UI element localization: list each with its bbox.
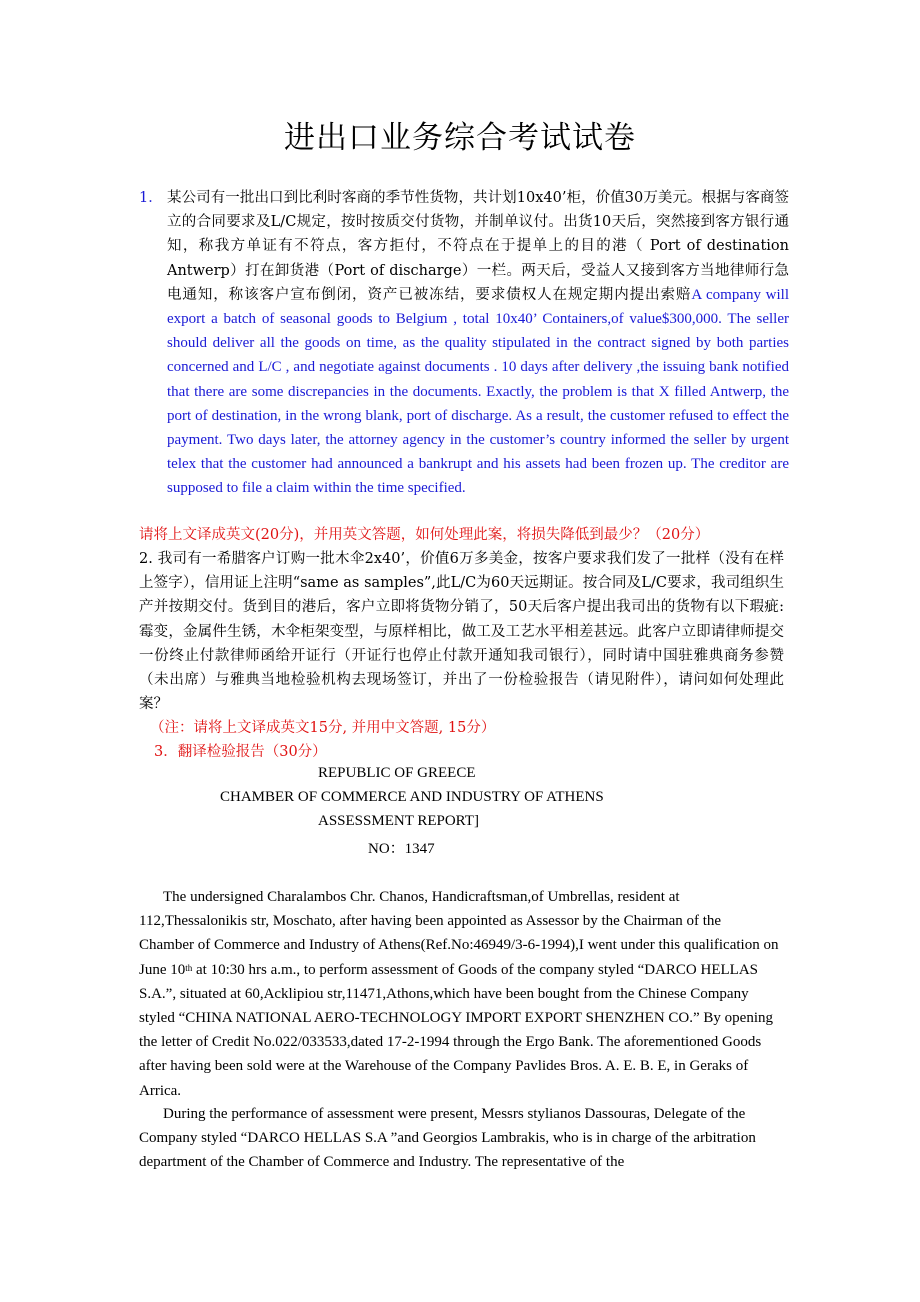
report-paragraph-1 [139, 885, 779, 1103]
question-3-heading: 3．翻译检验报告（30分） [154, 744, 327, 760]
question-1-text-en: A company will export a batch of seasonal goods to Belgium , total 10x40’ Containers,of value$300,000. The seller should deliver all the goods on time, as the quality stipulated in the contract signed by both parties concerned and L/C , and negotiate against documents . 10 days after delivery ,the issuing bank notified that there are some discrepancies in the documents. Exactly, the problem is that X filled Antwerp, the port of destination, in the wrong blank, port of discharge. As a result, the customer refused to effect the payment. Two days later, the attorney agency in the customer’s country informed the seller by urgent telex that the customer had announced a bankrupt and his assets had been frozen up. The creditor are supposed to file a claim within the time specified. [167, 286, 789, 497]
page-title: 进出口业务综合考试试卷 [284, 120, 636, 156]
report-chamber: CHAMBER OF COMMERCE AND INDUSTRY OF ATHENS [220, 789, 604, 805]
question-1-text-cn: 某公司有一批出口到比利时客商的季节性货物，共计划10x40’柜，价值30万美元。根据与客商签立的合同要求及L/C规定，按时按质交付货物，并制单议付。出货10天后，突然接到客方银行通知，称我方单证有不符点，客方拒付，不符点在于提单上的目的港（ Port of destination Antwerp）打在卸货港（Port of discharge）一栏。两天后，受益人又接到客方当地律师行急电通知，称该客户宣布倒闭，资产已被冻结，要求债权人在规定期内提出索赔 [167, 190, 789, 303]
question-1 [139, 186, 789, 501]
report-paragraph-2: During the performance of assessment were present, Messrs stylianos Dassouras, Delegate of the Company styled “DARCO HELLAS S.A ”and Georgios Lambrakis, who is in charge of the arbitration department of the Chamber of Commerce and Industry. The representative of the [139, 1106, 756, 1171]
question-2-note: （注：请将上文译成英文15分, 并用中文答题, 15分） [150, 720, 496, 736]
question-1-instruction: 请将上文译成英文(20分)，并用英文答题，如何处理此案，将损失降低到最少？（20分） [139, 527, 710, 543]
report-country: REPUBLIC OF GREECE [318, 765, 476, 781]
question-1-body [167, 186, 789, 501]
report-title: ASSESSMENT REPORT] [318, 813, 479, 829]
report-number: NO：1347 [368, 841, 435, 857]
report-paragraph-1-part-a: The undersigned Charalambos Chr. Chanos, Handicraftsman,of Umbrellas, resident at 112,Thessalonikis str, Moschato, after having been appointed as Assessor by the Chairman of the Chamber of Commerce and Industry of Athens(Ref.No:46949/3-6-1994),I went under this qualification on June 10 [139, 889, 779, 978]
question-2-text: 2. 我司有一希腊客户订购一批木伞2x40’，价值6万多美金，按客户要求我们发了一批样（没有在样上签字），信用证上注明“same as samples”,此L/C为60天远期证。按合同及L/C要求，我司组织生产并按期交付。货到目的港后，客户立即将货物分销了，50天后客户提出我司出的货物有以下瑕疵: 霉变，金属件生锈，木伞柜架变型，与原样相比，做工及工艺水平相差甚远。此客户立即请律师提交一份终止付款律师函给开证行（开证行也停止付款开通知我司银行），同时请中国驻雅典商务参赞（未出席）与雅典当地检验机构去现场签订，并出了一份检验报告（请见附件），请问如何处理此案？ [139, 551, 784, 713]
report-paragraph-1-part-b: at 10:30 hrs a.m., to perform assessment of Goods of the company styled “DARCO HELLAS S.A.”, situated at 60,Acklipiou str,11471,Athons,which have been bought from the Chinese Company styled “CHINA NATIONAL AERO-TECHNOLOGY IMPORT EXPORT SHENZHEN CO.” By opening the letter of Credit No.022/033533,dated 17-2-1994 through the Ergo Bank. The aforementioned Goods after having been sold were at the Warehouse of the Company Pavlides Bros. A. E. B. E, in Geraks of Arrica. [139, 961, 774, 1099]
report-paragraph-1-superscript: th [185, 962, 193, 973]
question-1-number: 1． [139, 190, 163, 206]
